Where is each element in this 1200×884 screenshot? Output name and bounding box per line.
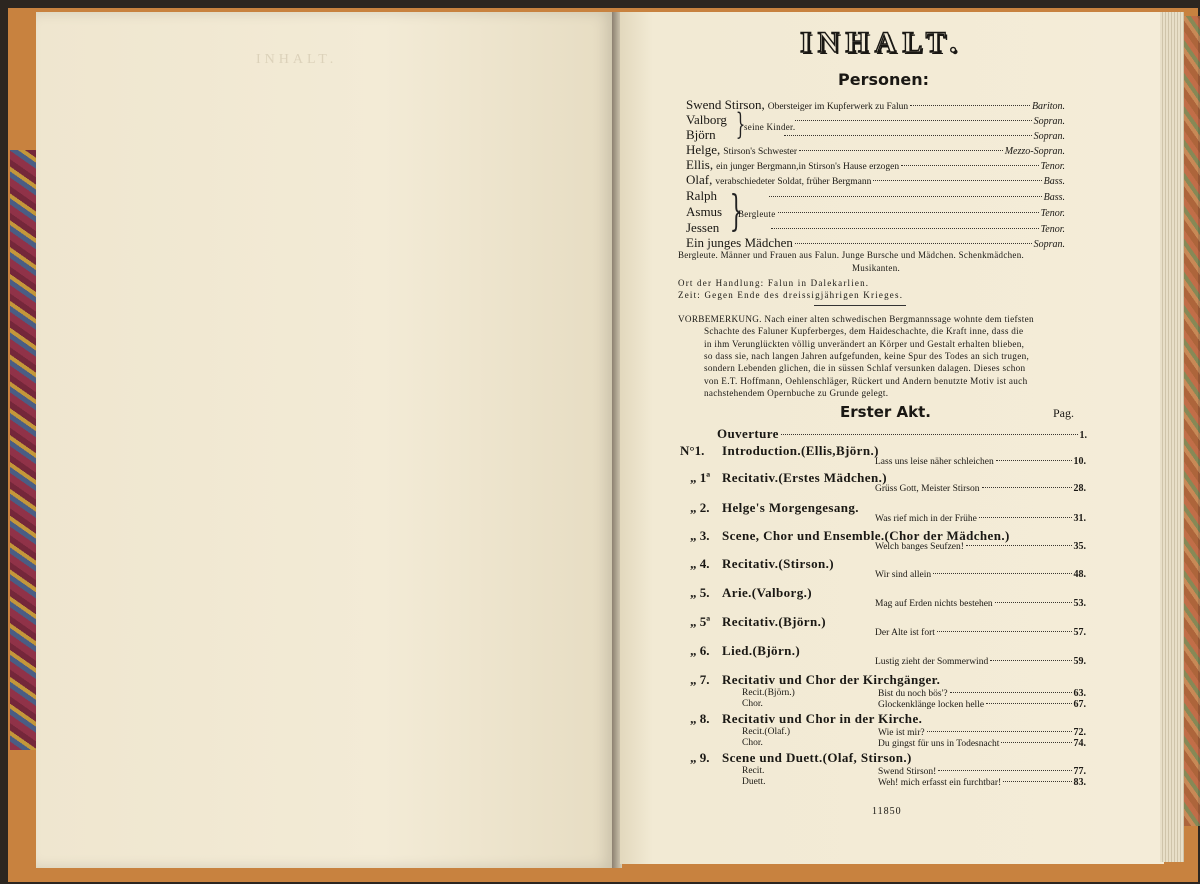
- personen-heading: Personen:: [838, 70, 930, 89]
- toc-incipit: Bist du noch bös'?: [878, 689, 948, 699]
- toc-number: N°1.: [680, 443, 705, 458]
- page-edges: [1160, 12, 1184, 862]
- page-title: INHALT.: [800, 26, 963, 59]
- toc-incipit: Swend Stirson!: [878, 767, 937, 777]
- toc-number: „ 2.: [690, 500, 710, 515]
- dot-leader: [950, 692, 1072, 693]
- toc-sub-label: Chor.: [742, 738, 763, 748]
- dot-leader: [937, 631, 1072, 632]
- toc-page: 59.: [1073, 656, 1086, 667]
- dot-leader: [873, 180, 1041, 181]
- toc-sub-label: Duett.: [742, 777, 766, 787]
- voice-type: Mezzo-Sopran.: [1004, 146, 1065, 157]
- voice-type: Tenor.: [1040, 208, 1065, 219]
- person-name: Ellis,: [686, 157, 714, 172]
- dot-leader: [795, 120, 1032, 121]
- dot-leader: [781, 434, 1078, 435]
- person-name: Ralph: [686, 188, 718, 203]
- toc-title: Introduction.(Ellis,Björn.): [722, 443, 879, 458]
- toc-sub-row: [878, 699, 1086, 710]
- dot-leader: [979, 517, 1072, 518]
- ort-der-handlung: Ort der Handlung: Falun in Dalekarlien.: [678, 278, 870, 288]
- dot-leader: [910, 105, 1030, 106]
- voice-type: Bariton.: [1031, 101, 1065, 112]
- person-row: [686, 157, 1065, 173]
- toc-incipit: Du gingst für uns in Todesnacht: [878, 739, 1000, 749]
- vorbemerkung-line: von E.T. Hoffmann, Oehlenschläger, Rückert und Andern benutzte Motiv ist auch: [704, 375, 1028, 386]
- toc-incipit: Glockenklänge locken helle: [878, 700, 985, 710]
- person-name: Ein junges Mädchen: [686, 235, 793, 250]
- toc-row-ouverture: [717, 426, 1087, 442]
- toc-title: Recitativ.(Stirson.): [722, 556, 834, 571]
- person-row: [686, 142, 1065, 158]
- toc-page: 77.: [1073, 766, 1086, 777]
- voice-type: Tenor.: [1040, 161, 1065, 172]
- group-label-bergleute: Bergleute: [738, 209, 776, 219]
- toc-sub-row: [878, 766, 1086, 777]
- toc-incipit: Der Alte ist fort: [875, 628, 935, 638]
- person-desc: Obersteiger im Kupferwerk zu Falun: [767, 102, 909, 112]
- dot-leader: [990, 660, 1071, 661]
- voice-type: Sopran.: [1033, 239, 1065, 250]
- person-name: Olaf,: [686, 172, 713, 187]
- person-name: Björn: [686, 127, 716, 142]
- toc-number: „ 5.: [690, 585, 710, 600]
- voice-type: Tenor.: [1040, 224, 1065, 235]
- toc-sub-label: Chor.: [742, 699, 763, 709]
- divider-rule: [814, 305, 906, 306]
- dot-leader: [995, 602, 1072, 603]
- toc-title: Scene und Duett.(Olaf, Stirson.): [722, 750, 912, 765]
- toc-sub-label: Recit.(Björn.): [742, 688, 795, 698]
- vorbemerkung-line: Schachte des Faluner Kupferberges, dem Haideschachte, die Kraft inne, dass die: [704, 326, 1024, 337]
- toc-incipit: Wir sind allein: [875, 570, 932, 580]
- toc-title: Recitativ.(Erstes Mädchen.): [722, 470, 887, 485]
- person-desc: verabschiedeter Soldat, früher Bergmann: [715, 177, 872, 187]
- act-heading: Erster Akt.: [840, 403, 931, 421]
- toc-title: Scene, Chor und Ensemble.(Chor der Mädchen.): [722, 528, 1010, 543]
- toc-incipit: Weh! mich erfasst ein furchtbar!: [878, 778, 1002, 788]
- toc-incipit: Lass uns leise näher schleichen: [875, 457, 994, 467]
- toc-number: „ 9.: [690, 750, 710, 765]
- marbled-endpaper-left: [10, 150, 36, 750]
- toc-page: 31.: [1073, 513, 1086, 524]
- person-name: Valborg: [686, 112, 727, 127]
- person-name: Jessen: [686, 220, 720, 235]
- toc-page: 67.: [1073, 699, 1086, 710]
- dot-leader: [938, 770, 1071, 771]
- dot-leader: [784, 135, 1032, 136]
- brace-kinder: }: [735, 107, 746, 142]
- toc-incipit: Lustig zieht der Sommerwind: [875, 657, 989, 667]
- toc-page: 83.: [1073, 777, 1086, 788]
- toc-sub-row: [878, 777, 1086, 788]
- toc-incipit: Was rief mich in der Frühe: [875, 514, 977, 524]
- toc-page: 28.: [1073, 483, 1086, 494]
- vorbemerkung-line: so dass sie, nach langen Jahren aufgefunden, keine Spur des Todes an sich trugen,: [704, 350, 1030, 361]
- dot-leader: [933, 573, 1071, 574]
- toc-incipit-row: [875, 627, 1086, 638]
- toc-number: „ 4.: [690, 556, 710, 571]
- chorus-note-cont: Musikanten.: [852, 263, 901, 273]
- toc-page: 1.: [1079, 430, 1087, 441]
- toc-title: Lied.(Björn.): [722, 643, 801, 658]
- dot-leader: [1003, 781, 1071, 782]
- toc-incipit-row: [875, 513, 1086, 524]
- toc-incipit-row: [875, 656, 1086, 667]
- vorbemerkung-line: sondern Lebenden glichen, die in süssen Schlaf versunken dalagen. Dieses schon: [704, 363, 1026, 374]
- voice-type: Bass.: [1043, 192, 1065, 203]
- toc-title: Ouverture: [717, 426, 779, 441]
- pag-label: Pag.: [1053, 406, 1074, 420]
- person-name: Helge,: [686, 142, 721, 157]
- plate-number: 11850: [872, 806, 902, 817]
- dot-leader: [799, 150, 1003, 151]
- person-row: [686, 235, 1065, 251]
- toc-page: 35.: [1073, 541, 1086, 552]
- toc-page: 57.: [1073, 627, 1086, 638]
- dot-leader: [996, 460, 1072, 461]
- toc-sub-row: [878, 688, 1086, 699]
- toc-page: 63.: [1073, 688, 1086, 699]
- marbled-endpaper-right: [1184, 16, 1200, 826]
- dot-leader: [1001, 742, 1071, 743]
- dot-leader: [771, 228, 1038, 229]
- toc-title: Arie.(Valborg.): [722, 585, 813, 600]
- voice-type: Bass.: [1043, 176, 1065, 187]
- dot-leader: [901, 165, 1038, 166]
- toc-page: 53.: [1073, 598, 1086, 609]
- toc-sub-label: Recit.: [742, 766, 765, 776]
- toc-incipit-row: [875, 569, 1086, 580]
- toc-page: 10.: [1073, 456, 1086, 467]
- dot-leader: [986, 703, 1071, 704]
- toc-incipit: Wie ist mir?: [878, 728, 925, 738]
- dot-leader: [795, 243, 1032, 244]
- chorus-note: Bergleute. Männer und Frauen aus Falun. Junge Bursche und Mädchen. Schenkmädchen.: [678, 250, 1025, 260]
- dot-leader: [769, 196, 1042, 197]
- toc-number: „ 7.: [690, 672, 710, 687]
- toc-title: Recitativ.(Björn.): [722, 614, 826, 629]
- vorbemerkung-line: VORBEMERKUNG. Nach einer alten schwedischen Bergmannssage wohnte dem tiefsten: [678, 314, 1034, 324]
- toc-sub-row: [878, 738, 1086, 749]
- toc-title: Recitativ und Chor der Kirchgänger.: [722, 672, 941, 687]
- toc-incipit: Welch banges Seufzen!: [875, 542, 964, 552]
- toc-title: Helge's Morgengesang.: [722, 500, 859, 515]
- vorbemerkung-line: nachstehendem Opernbuche zu Grunde gelegt.: [704, 387, 889, 398]
- toc-title: Recitativ und Chor in der Kirche.: [722, 711, 923, 726]
- toc-incipit-row: [875, 456, 1086, 467]
- toc-number: „ 6.: [690, 643, 710, 658]
- toc-incipit-row: [875, 598, 1086, 609]
- toc-incipit: Grüss Gott, Meister Stirson: [875, 484, 980, 494]
- person-desc: Stirson's Schwester: [723, 147, 798, 157]
- dot-leader: [982, 487, 1072, 488]
- voice-type: Sopran.: [1033, 116, 1065, 127]
- dot-leader: [966, 545, 1072, 546]
- zeit: Zeit: Gegen Ende des dreissigjährigen Krieges.: [678, 290, 904, 300]
- toc-number: „ 5ª: [690, 614, 711, 629]
- person-name: Swend Stirson,: [686, 97, 765, 112]
- toc-page: 74.: [1073, 738, 1086, 749]
- toc-sub-row: [878, 727, 1086, 738]
- toc-incipit: Mag auf Erden nichts bestehen: [875, 599, 993, 609]
- toc-number: „ 3.: [690, 528, 710, 543]
- toc-sub-label: Recit.(Olaf.): [742, 727, 791, 737]
- toc-page: 48.: [1073, 569, 1086, 580]
- voice-type: Sopran.: [1033, 131, 1065, 142]
- toc-number: „ 8.: [690, 711, 710, 726]
- person-name: Asmus: [686, 204, 723, 219]
- left-page: [36, 12, 614, 868]
- person-desc: ein junger Bergmann,in Stirson's Hause erzogen: [716, 162, 900, 172]
- toc-page: 72.: [1073, 727, 1086, 738]
- toc-number: „ 1ª: [690, 470, 711, 485]
- dot-leader: [778, 212, 1039, 213]
- toc-incipit-row: [875, 483, 1086, 494]
- toc-incipit-row: [875, 541, 1086, 552]
- bleed-through-heading: INHALT.: [256, 52, 338, 67]
- group-label-kinder: seine Kinder.: [744, 122, 796, 132]
- vorbemerkung-line: in ihm Verunglückten völlig unverändert an Körper und Gestalt erhalten blieben,: [704, 338, 1025, 349]
- brace-bergleute: }: [729, 186, 744, 235]
- dot-leader: [927, 731, 1072, 732]
